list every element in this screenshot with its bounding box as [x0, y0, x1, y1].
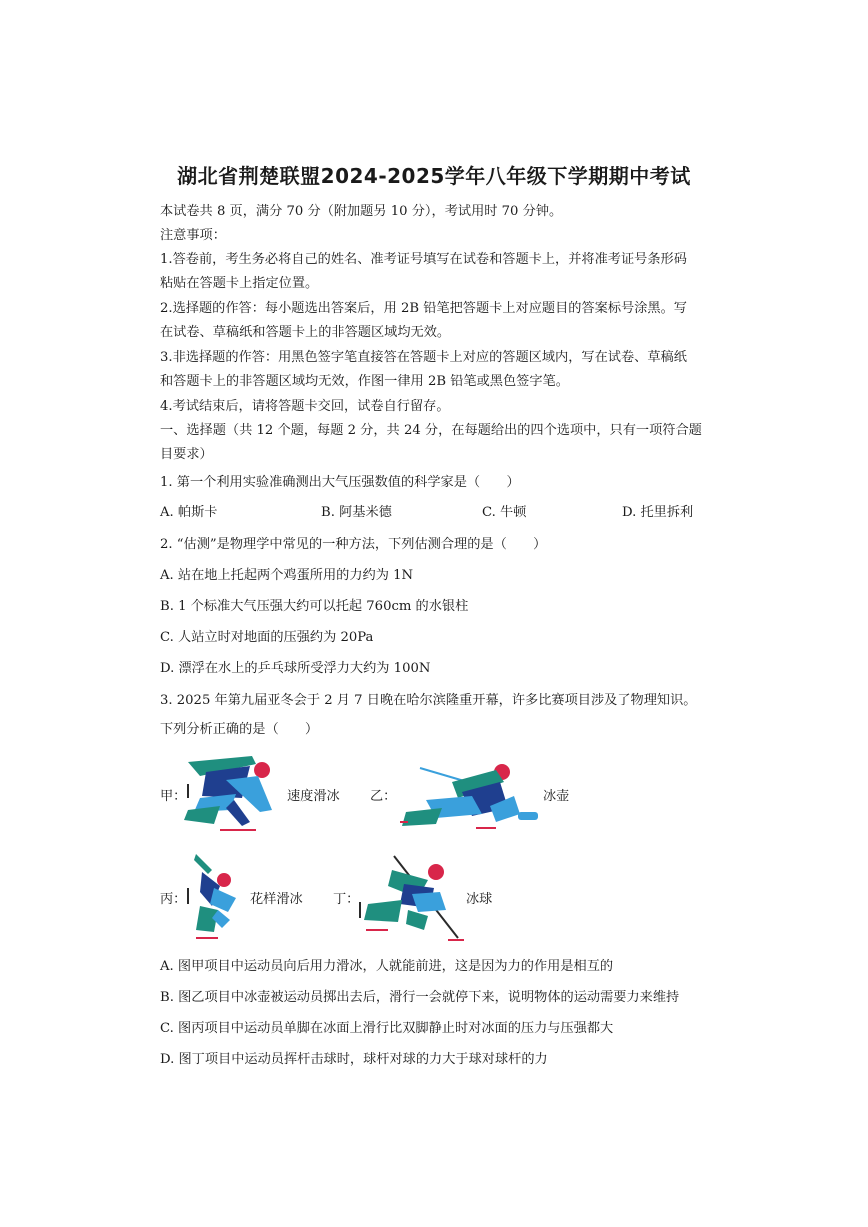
figure-skater-icon	[182, 848, 252, 944]
notice-item-1: 1.答卷前，考生务必将自己的姓名、准考证号填写在试卷和答题卡上，并将准考证号条形码	[160, 252, 687, 267]
intro-line: 本试卷共 8 页，满分 70 分（附加题另 10 分），考试用时 70 分钟。	[160, 204, 563, 219]
curler-icon	[396, 752, 546, 837]
section-heading: 一、选择题（共 12 个题，每题 2 分，共 24 分，在每题给出的四个选项中，只有一项符合题	[160, 423, 702, 438]
q3-option-b: B. 图乙项目中冰壶被运动员掷出去后，滑行一会就停下来，说明物体的运动需要力来维持	[160, 990, 680, 1005]
speed-skater-icon	[180, 750, 290, 835]
fig-yi-label: 冰壶	[543, 789, 570, 804]
page-title: 湖北省荆楚联盟2024-2025学年八年级下学期期中考试	[177, 164, 691, 188]
q2-stem: 2. “估测”是物理学中常见的一种方法，下列估测合理的是（ ）	[160, 537, 547, 552]
q2-option-d: D. 漂浮在水上的乒乓球所受浮力大约为 100N	[160, 661, 431, 676]
notice-item-4: 4.考试结束后，请将答题卡交回，试卷自行留存。	[160, 399, 450, 414]
q1-stem: 1. 第一个利用实验准确测出大气压强数值的科学家是（ ）	[160, 475, 520, 490]
fig-ding-prefix: 丁：	[333, 892, 360, 907]
hockey-player-icon	[358, 850, 468, 946]
q2-option-b: B. 1 个标准大气压强大约可以托起 760cm 的水银柱	[160, 599, 469, 614]
q1-option-b: B. 阿基米德	[321, 505, 392, 520]
q1-option-a: A. 帕斯卡	[160, 505, 218, 520]
q3-option-a: A. 图甲项目中运动员向后用力滑冰，人就能前进，这是因为力的作用是相互的	[160, 959, 614, 974]
fig-bing-label: 花样滑冰	[250, 892, 303, 907]
notice-item-3: 3.非选择题的作答：用黑色签字笔直接答在答题卡上对应的答题区域内，写在试卷、草稿纸	[160, 350, 687, 365]
notice-heading: 注意事项：	[160, 228, 226, 243]
q1-option-c: C. 牛顿	[482, 505, 527, 520]
fig-ding-label: 冰球	[466, 892, 493, 907]
notice-item-3-cont: 和答题卡上的非答题区域均无效，作图一律用 2B 铅笔或黑色签字笔。	[160, 374, 569, 389]
q1-options	[160, 501, 720, 521]
q3-option-d: D. 图丁项目中运动员挥杆击球时，球杆对球的力大于球对球杆的力	[160, 1052, 548, 1067]
fig-jia-prefix: 甲：	[160, 789, 187, 804]
q3-stem: 3. 2025 年第九届亚冬会于 2 月 7 日晚在哈尔滨隆重开幕，许多比赛项目涉及了物理知识。	[160, 693, 697, 708]
fig-jia-label: 速度滑冰	[287, 789, 340, 804]
q1-option-d: D. 托里拆利	[622, 505, 694, 520]
q2-option-a: A. 站在地上托起两个鸡蛋所用的力约为 1N	[160, 568, 414, 583]
q3-option-c: C. 图丙项目中运动员单脚在冰面上滑行比双脚静止时对冰面的压力与压强都大	[160, 1021, 614, 1036]
fig-bing-prefix: 丙：	[160, 892, 187, 907]
fig-yi-prefix: 乙：	[370, 789, 397, 804]
q2-option-c: C. 人站立时对地面的压强约为 20Pa	[160, 630, 374, 645]
notice-item-2-cont: 在试卷、草稿纸和答题卡上的非答题区域均无效。	[160, 325, 451, 340]
section-heading-cont: 目要求）	[160, 447, 213, 462]
notice-item-2: 2.选择题的作答：每小题选出答案后，用 2B 铅笔把答题卡上对应题目的答案标号涂黑。写	[160, 301, 687, 316]
notice-item-1-cont: 粘贴在答题卡上指定位置。	[160, 276, 319, 291]
q3-stem-cont: 下列分析正确的是（ ）	[160, 722, 319, 737]
